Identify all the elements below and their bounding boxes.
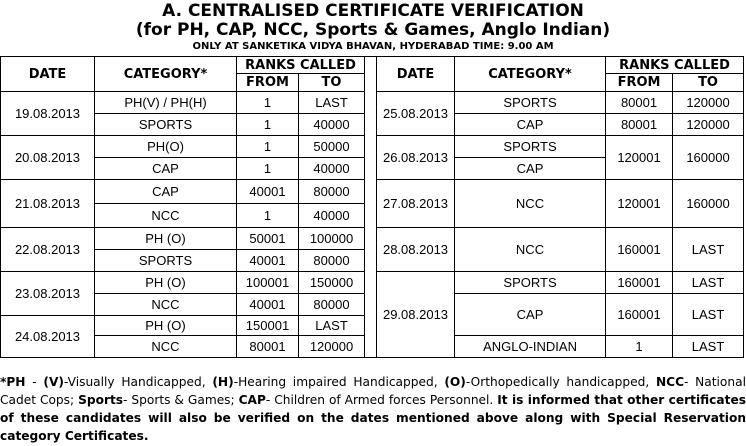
date-cell: 22.08.2013 [1, 228, 95, 272]
to-cell: 120000 [299, 336, 365, 358]
date-cell: 25.08.2013 [377, 92, 455, 136]
footnote-term: (V) [43, 375, 64, 389]
footnote-term: NCC [655, 375, 685, 389]
footnote-term: Sports [78, 393, 124, 407]
to-cell: 120000 [673, 92, 744, 114]
to-cell: 80000 [299, 250, 365, 272]
to-cell: 40000 [299, 158, 365, 180]
from-cell: 40001 [237, 180, 299, 204]
category-cell: SPORTS [455, 272, 606, 294]
col-date: DATE [1, 57, 95, 92]
category-cell: PH (O) [95, 272, 237, 294]
col-date: DATE [377, 57, 455, 92]
from-cell: 1 [606, 336, 673, 358]
page-subtitle: (for PH, CAP, NCC, Sports & Games, Anglo Indian) [135, 20, 611, 40]
category-cell: PH(V) / PH(H) [95, 92, 237, 114]
date-cell: 20.08.2013 [1, 136, 95, 180]
to-cell: 40000 [299, 114, 365, 136]
from-cell: 1 [237, 204, 299, 228]
footnote-bold-note: It is informed that other certificates of these candidates will also be verified on the dates mentioned above along with Special Reservation category Certificates. [0, 393, 746, 443]
from-cell: 50001 [237, 228, 299, 250]
to-cell: 100000 [299, 228, 365, 250]
category-cell: SPORTS [455, 136, 606, 158]
category-cell: NCC [95, 294, 237, 316]
footnote-term: (H) [212, 375, 234, 389]
category-cell: SPORTS [455, 92, 606, 114]
from-cell: 120001 [606, 136, 673, 180]
from-cell: 160001 [606, 294, 673, 336]
category-cell: PH (O) [95, 316, 237, 336]
column-gap [365, 57, 377, 358]
footnote-text: -Visually Handicapped, [63, 375, 213, 389]
to-cell: 120000 [673, 114, 744, 136]
to-cell: 80000 [299, 180, 365, 204]
from-cell: 1 [237, 92, 299, 114]
to-cell: 160000 [673, 136, 744, 180]
to-cell: LAST [673, 272, 744, 294]
footnote-text: -Orthopedically handicapped, [465, 375, 656, 389]
category-cell: NCC [95, 204, 237, 228]
from-cell: 1 [237, 114, 299, 136]
date-cell: 29.08.2013 [377, 272, 455, 358]
category-cell: NCC [455, 228, 606, 272]
from-cell: 100001 [237, 272, 299, 294]
date-cell: 21.08.2013 [1, 180, 95, 228]
from-cell: 120001 [606, 180, 673, 228]
category-cell: CAP [95, 158, 237, 180]
footnote-text: -Hearing impaired Handicapped, [233, 375, 445, 389]
footnote [0, 373, 746, 445]
category-cell: SPORTS [95, 114, 237, 136]
footnote-term: CAP [238, 393, 266, 407]
col-ranks-called: RANKS CALLED [606, 57, 744, 74]
from-cell: 80001 [606, 114, 673, 136]
date-cell: 27.08.2013 [377, 180, 455, 228]
to-cell: LAST [673, 294, 744, 336]
category-cell: PH(O) [95, 136, 237, 158]
category-cell: CAP [455, 114, 606, 136]
from-cell: 80001 [606, 92, 673, 114]
page-title: A. CENTRALISED CERTIFICATE VERIFICATION [162, 1, 584, 21]
from-cell: 150001 [237, 316, 299, 336]
to-cell: 50000 [299, 136, 365, 158]
to-cell: LAST [299, 92, 365, 114]
category-cell: SPORTS [95, 250, 237, 272]
from-cell: 40001 [237, 294, 299, 316]
date-cell: 26.08.2013 [377, 136, 455, 180]
col-category: CATEGORY* [455, 57, 606, 92]
schedule-table [0, 56, 744, 358]
category-cell: PH (O) [95, 228, 237, 250]
footnote-text: - Children of Armed forces Personnel. [265, 393, 498, 407]
footnote-term: (O) [444, 375, 466, 389]
to-cell: LAST [299, 316, 365, 336]
col-ranks-called: RANKS CALLED [237, 57, 365, 74]
to-cell: LAST [673, 228, 744, 272]
from-cell: 40001 [237, 250, 299, 272]
to-cell: 160000 [673, 180, 744, 228]
footnote-text: - Sports & Games; [123, 393, 239, 407]
to-cell: LAST [673, 336, 744, 358]
header-row [1, 57, 744, 74]
from-cell: 160001 [606, 228, 673, 272]
date-cell: 19.08.2013 [1, 92, 95, 136]
category-cell: NCC [455, 180, 606, 228]
venue-time: ONLY AT SANKETIKA VIDYA BHAVAN, HYDERABAD TIME: 9.00 AM [192, 41, 554, 52]
category-cell: NCC [95, 336, 237, 358]
category-cell: CAP [95, 180, 237, 204]
date-cell: 24.08.2013 [1, 316, 95, 358]
date-cell: 23.08.2013 [1, 272, 95, 316]
to-cell: 80000 [299, 294, 365, 316]
footnote-ph: *PH [0, 375, 26, 389]
footnote-text: - [25, 375, 44, 389]
category-cell: CAP [455, 158, 606, 180]
from-cell: 1 [237, 158, 299, 180]
from-cell: 1 [237, 136, 299, 158]
col-to: TO [299, 74, 365, 92]
col-to: TO [673, 74, 744, 92]
from-cell: 80001 [237, 336, 299, 358]
to-cell: 40000 [299, 204, 365, 228]
col-category: CATEGORY* [95, 57, 237, 92]
to-cell: 150000 [299, 272, 365, 294]
col-from: FROM [237, 74, 299, 92]
from-cell: 160001 [606, 272, 673, 294]
footnote-text: - National Cadet Cops; [0, 375, 746, 407]
date-cell: 28.08.2013 [377, 228, 455, 272]
category-cell: CAP [455, 294, 606, 336]
col-from: FROM [606, 74, 673, 92]
category-cell: ANGLO-INDIAN [455, 336, 606, 358]
